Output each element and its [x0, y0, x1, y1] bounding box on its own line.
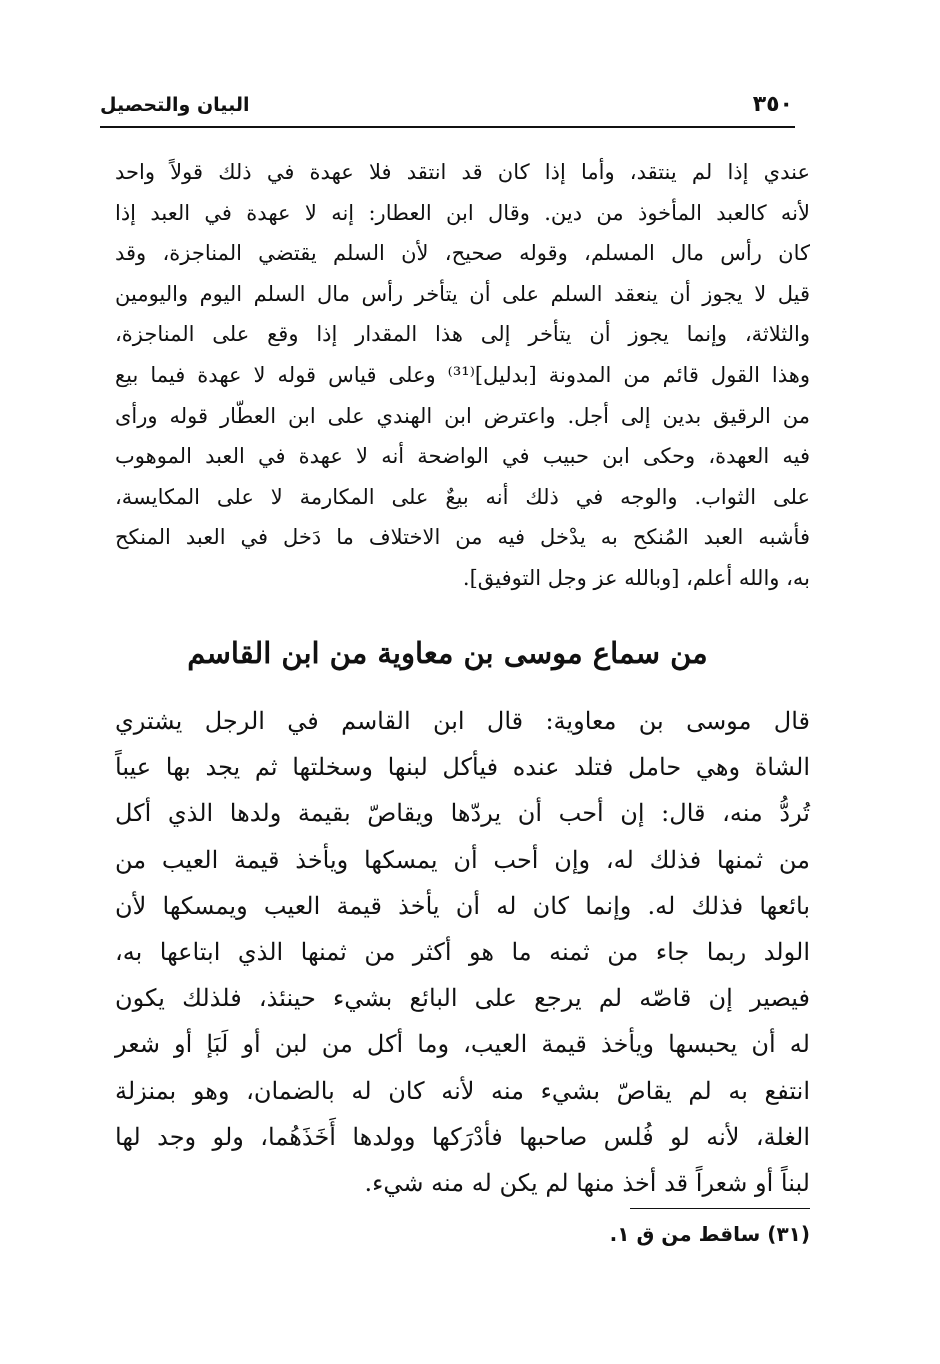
running-header	[100, 92, 795, 128]
paragraph-2-line: الولد ربما جاء من ثمنه ما هو أكثر من ثمنها الذي ابتاعها به،	[115, 938, 810, 967]
paragraph-2-line: له أن يحبسها ويأخذ قيمة العيب، وما أكل من لبن أو لَبَإ أو شعر	[115, 1030, 810, 1059]
paragraph-2-line: فيصير إن قاصّه لم يرجع على البائع بشيء حينئذ، فلذلك يكون	[115, 984, 810, 1013]
paragraph-1-line: فيه العهدة، وحكى ابن حبيب في الواضحة أنه لا عهدة في العبد الموهوب	[115, 444, 810, 469]
paragraph-1-line: والثلاثة، وإنما يجوز أن يتأخر إلى هذا المقدار إذا وقع على المناجزة،	[115, 322, 810, 347]
paragraph-1-line: على الثواب. والوجه في ذلك أنه بيعٌ على المكارمة لا على المكايسة،	[115, 484, 810, 509]
book-title: البيان والتحصيل	[100, 94, 250, 116]
paragraph-2-line: قال موسى بن معاوية: قال ابن القاسم في الرجل يشتري	[115, 707, 810, 735]
paragraph-1-line: قيل لا يجوز أن ينعقد السلم على أن يتأخر رأس مال السلم اليوم واليومين	[115, 281, 810, 306]
paragraph-2-line: انتفع به لم يقاصّ بشيء منه لأنه كان له بالضمان، وهو بمنزلة	[115, 1076, 811, 1105]
paragraph-2	[115, 698, 810, 1206]
paragraph-1	[115, 152, 810, 599]
paragraph-2-line: تُردُّ منه، قال: إن أحب أن يردّها ويقاصّ بقيمة ولدها الذي أكل	[115, 799, 810, 828]
paragraph-2-line: الغلة، لأنه لو فُلس صاحبها فأدْرَكها وولدها أَخَذَهُما، ولو وجد لها	[115, 1122, 810, 1151]
footnote: (٣١) ساقط من ق ١.	[609, 1222, 810, 1246]
paragraph-1-line: به، والله أعلم، [وبالله عز وجل التوفيق].	[462, 565, 810, 590]
paragraph-1-line: فأشبه العبد المُنكح به يدْخل فيه من الاختلاف ما دَخل في العبد المنكح	[115, 525, 810, 550]
paragraph-1-line: كان رأس مال المسلم، وقوله صحيح، لأن السلم يقتضي المناجزة، وقد	[115, 241, 810, 266]
paragraph-2-line: من ثمنها فذلك له، وإن أحب أن يمسكها ويأخذ قيمة العيب من	[115, 845, 810, 874]
paragraph-1-line: من الرقيق بدين إلى أجل. واعترض ابن الهندي على ابن العطّار قوله ورأى	[115, 403, 810, 428]
paragraph-2-line: الشاة وهي حامل فتلد عنده فيأكل لبنها وسخلتها ثم يجد بها عيباً	[115, 753, 810, 782]
paragraph-1-line: وهذا القول قائم من المدونة [بدليل]⁽³¹⁾ وعلى قياس قوله لا عهدة فيما بيع	[115, 362, 810, 387]
page-number: ٣٥٠	[752, 92, 793, 117]
paragraph-1-line: لأنه كالعبد المأخوذ من دين. وقال ابن العطار: إنه لا عهدة في العبد إذا	[115, 200, 810, 225]
paragraph-1-line: عندي إذا لم ينتقد، وأما إذا كان قد انتقد فلا عهدة في ذلك قولاً واحد	[115, 160, 810, 184]
section-heading: من سماع موسى بن معاوية من ابن القاسم	[187, 636, 708, 670]
paragraph-2-line: لبناً أو شعراً قد أخذ منها لم يكن له منه شيء.	[364, 1169, 810, 1198]
paragraph-2-line: بائعها فذلك له. وإنما كان له أن يأخذ قيمة العيب ويمسكها لأن	[115, 891, 810, 920]
footnote-separator	[630, 1208, 810, 1209]
